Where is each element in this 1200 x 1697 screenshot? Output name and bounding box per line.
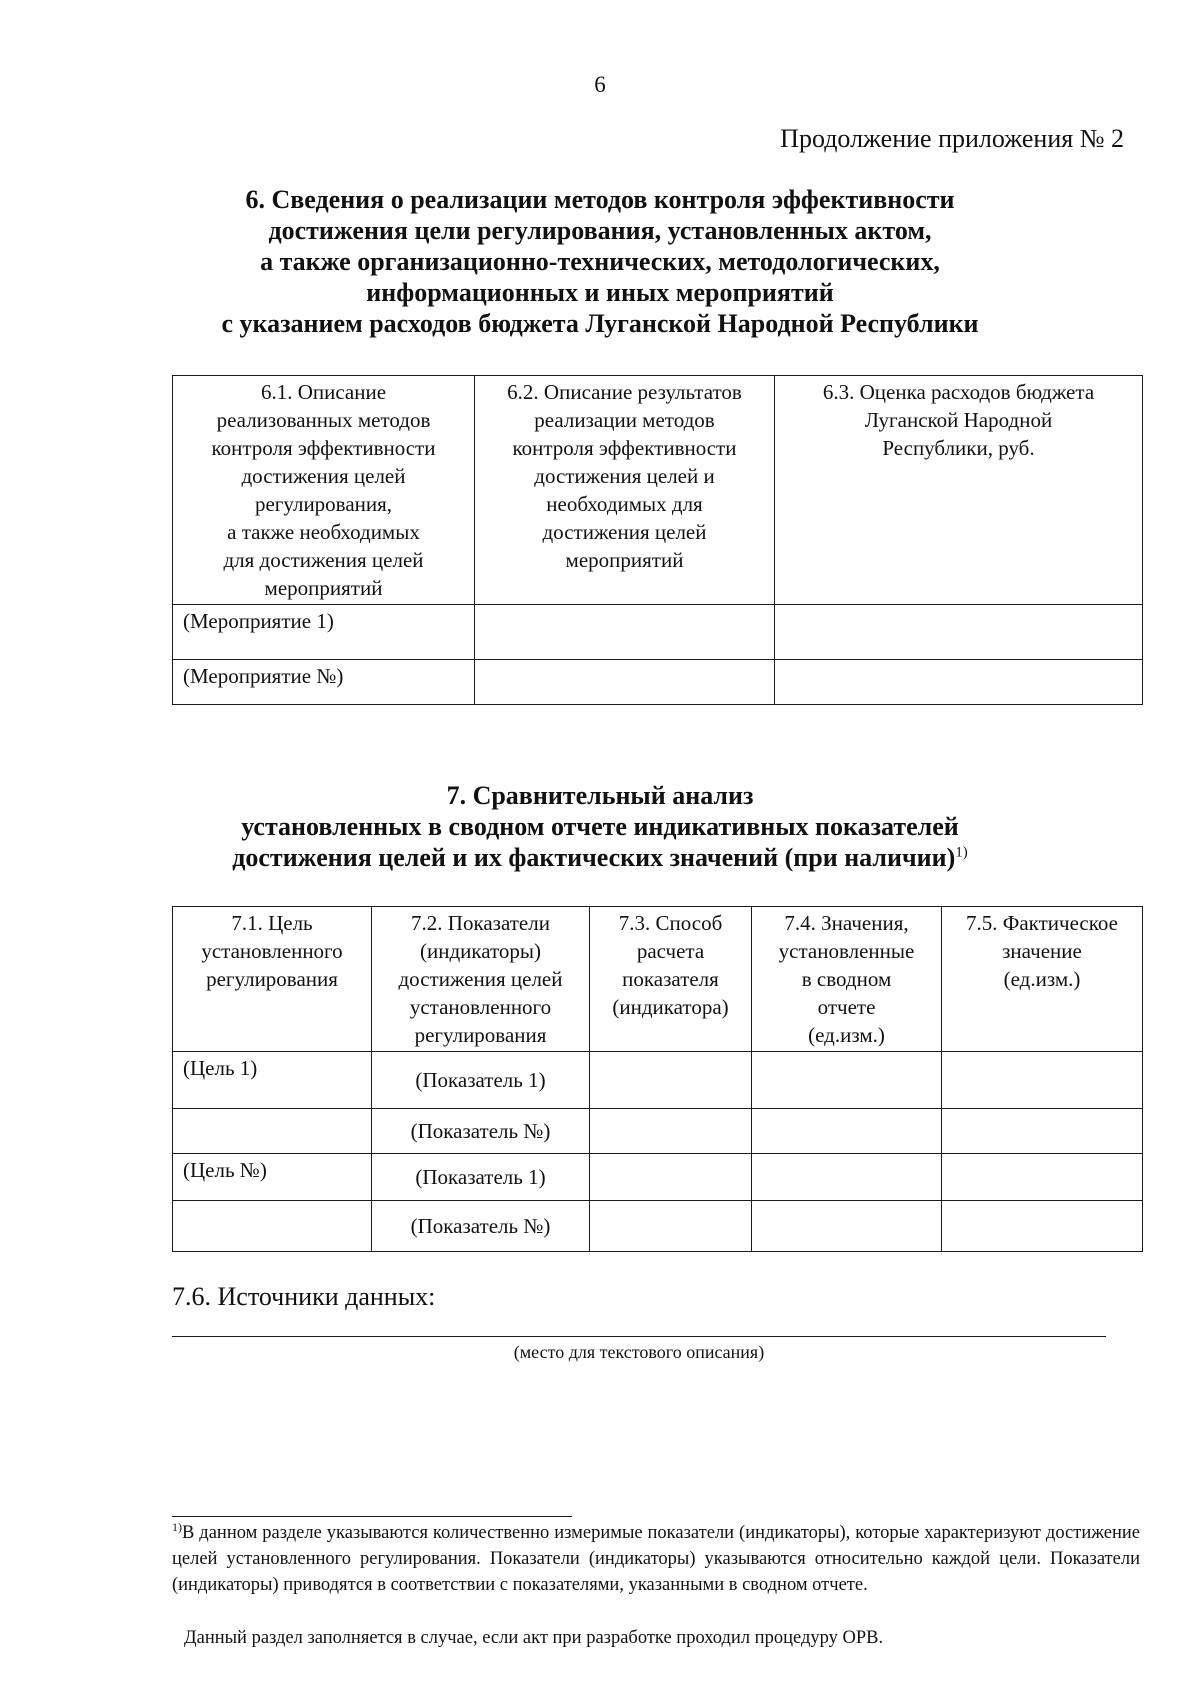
table-row bbox=[173, 605, 1143, 660]
header-7-1: 7.1. Цель установленного регулирования bbox=[173, 907, 372, 1052]
table-row bbox=[173, 1052, 1143, 1109]
footnote-text: В данном разделе указываются количественно измеримые показатели (индикаторы), которые характеризуют достижение целей установленного регулирования. Показатели (индикаторы) указываются относительно каждой цели. Показатели (индикаторы) приводятся в соответствии с показателями, указанными в сводном отчете. bbox=[172, 1523, 1140, 1595]
section6-title bbox=[60, 184, 1140, 339]
header-6-3: 6.3. Оценка расходов бюджета Луганской Народной Республики, руб. bbox=[775, 376, 1143, 605]
data-sources-label: 7.6. Источники данных: bbox=[172, 1282, 436, 1311]
indicator-cell: (Показатель 1) bbox=[372, 1154, 590, 1201]
section7-title bbox=[60, 780, 1140, 873]
table-row bbox=[173, 1109, 1143, 1154]
goal-cell bbox=[173, 1109, 372, 1154]
table-row bbox=[173, 660, 1143, 705]
table-row bbox=[173, 1154, 1143, 1201]
section6-title-line: информационных и иных мероприятий bbox=[366, 278, 834, 307]
header-7-4: 7.4. Значения, установленные в сводном отчете (ед.изм.) bbox=[752, 907, 942, 1052]
activity-cell: (Мероприятие 1) bbox=[173, 605, 475, 660]
section6-title-line: а также организационно-технических, методологических, bbox=[260, 247, 940, 276]
page-number: 6 bbox=[594, 72, 606, 97]
table-row bbox=[173, 1201, 1143, 1252]
section6-title-line: достижения цели регулирования, установленных актом, bbox=[268, 216, 932, 245]
section6-title-line: 6. Сведения о реализации методов контроля эффективности bbox=[245, 185, 955, 214]
section7-title-line: установленных в сводном отчете индикативных показателей bbox=[241, 812, 959, 841]
goal-cell: (Цель №) bbox=[173, 1154, 372, 1201]
header-7-3: 7.3. Способ расчета показателя (индикатора) bbox=[590, 907, 752, 1052]
data-sources-hint: (место для текстового описания) bbox=[513, 1342, 765, 1362]
budget-cell bbox=[775, 605, 1143, 660]
header-6-2: 6.2. Описание результатов реализации методов контроля эффективности достижения целей и необходимых для достижения целей мероприятий bbox=[475, 376, 775, 605]
header-7-5: 7.5. Фактическое значение (ед.изм.) bbox=[942, 907, 1143, 1052]
header-6-1: 6.1. Описание реализованных методов контроля эффективности достижения целей регулирования, а также необходимых для достижения целей мероприятий bbox=[173, 376, 475, 605]
footnote-note: Данный раздел заполняется в случае, если акт при разработке проходил процедуру ОРВ. bbox=[184, 1628, 884, 1648]
section6-table bbox=[172, 375, 1143, 705]
footnote bbox=[172, 1520, 1140, 1598]
budget-cell bbox=[775, 660, 1143, 705]
header-7-2: 7.2. Показатели (индикаторы) достижения целей установленного регулирования bbox=[372, 907, 590, 1052]
results-cell bbox=[475, 605, 775, 660]
indicator-cell: (Показатель №) bbox=[372, 1109, 590, 1154]
section7-title-line: достижения целей и их фактических значений (при наличии)$^{1)}$ bbox=[232, 843, 968, 872]
footnote-mark: 1) bbox=[172, 1519, 182, 1534]
appendix-continuation: Продолжение приложения № 2 bbox=[780, 124, 1124, 153]
activity-cell: (Мероприятие №) bbox=[173, 660, 475, 705]
section6-title-line: с указанием расходов бюджета Луганской Народной Республики bbox=[221, 309, 979, 338]
footnote-mark: 1) bbox=[955, 844, 968, 861]
footnote-divider bbox=[172, 1516, 572, 1517]
section7-table bbox=[172, 906, 1143, 1252]
indicator-cell: (Показатель №) bbox=[372, 1201, 590, 1252]
text-entry-line bbox=[172, 1336, 1106, 1337]
goal-cell bbox=[173, 1201, 372, 1252]
section7-title-line: 7. Сравнительный анализ bbox=[446, 781, 754, 810]
indicator-cell: (Показатель 1) bbox=[372, 1052, 590, 1109]
results-cell bbox=[475, 660, 775, 705]
goal-cell: (Цель 1) bbox=[173, 1052, 372, 1109]
